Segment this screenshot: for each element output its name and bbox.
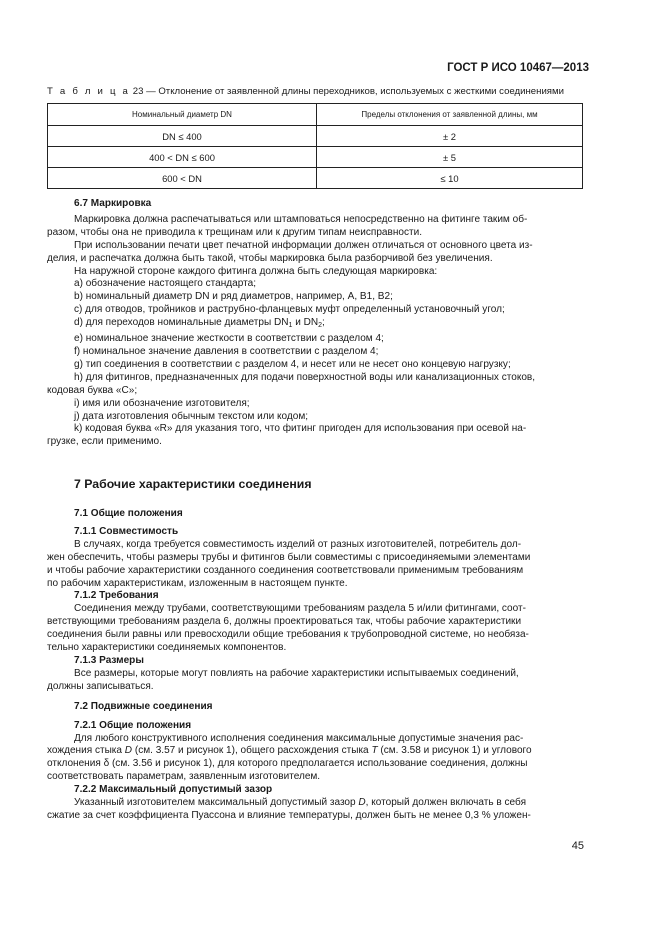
table-header-row [48, 104, 583, 126]
table-row [48, 168, 583, 189]
text-run: (см. 3.58 и рисунок 1) и углового [377, 745, 532, 757]
list-item-text: ; [322, 317, 325, 329]
subsection-heading: 7.2.1 Общие положения [74, 719, 192, 731]
list-item: b) номинальный диаметр DN и ряд диаметров, например, A, B1, B2; [74, 291, 393, 303]
page-number: 45 [571, 840, 584, 852]
list-item: j) дата изготовления обычным текстом или кодом; [74, 410, 309, 422]
paragraph-line: жен обеспечить, чтобы размеры трубы и фитингов были совместимы с присоединяемыми элементами [47, 551, 531, 563]
subsection-heading: 7.1.1 Совместимость [74, 525, 179, 537]
table-cell: ≤ 10 [317, 168, 583, 189]
subsection-heading: 7.1.3 Размеры [74, 654, 144, 666]
table-caption [47, 86, 564, 97]
paragraph-line: соединения были равны или превосходили общие требования к трубопроводной системе, но необяза- [47, 629, 529, 641]
subsection-heading: 7.1 Общие положения [74, 508, 183, 519]
subscript: 1 [288, 322, 293, 330]
table-cell: 400 < DN ≤ 600 [48, 147, 317, 168]
paragraph-line [47, 745, 583, 758]
section-heading-6-7: 6.7 Маркировка [74, 198, 152, 209]
subsection-heading: 7.2.2 Максимальный допустимый зазор [74, 784, 273, 796]
text-run: Указанный изготовителем максимальный допустимый зазор [74, 797, 359, 809]
list-item-continuation: кодовая буква «С»; [47, 384, 138, 396]
deviation-table [47, 103, 583, 189]
text-run: (см. 3.57 и рисунок 1), общего расхождения стыка [132, 745, 372, 757]
symbol-D: D [358, 797, 366, 809]
paragraph-line [74, 797, 583, 810]
list-item: i) имя или обозначение изготовителя; [74, 397, 250, 409]
symbol-D: D [124, 745, 133, 757]
paragraph-line: Маркировка должна распечатываться или штамповаться непосредственно на фитинге таким об- [74, 213, 528, 225]
table-caption-text: 23 — Отклонение от заявленной длины переходников, используемых с жесткими соединениями [132, 86, 564, 97]
paragraph-line: соответствовать параметрам, заявленным изготовителем. [47, 771, 321, 783]
section-6-7 [47, 198, 583, 449]
paragraph-line: При использовании печати цвет печатной информации должен отличаться от основного цвета из- [74, 239, 533, 251]
paragraph-line: Соединения между трубами, соответствующими требованиям раздела 5 и/или фитингами, соот- [74, 603, 526, 615]
column-header-diameter: Номинальный диаметр DN [48, 104, 317, 126]
section-heading-7: 7 Рабочие характеристики соединения [74, 477, 312, 491]
paragraph-line: отклонения δ (см. 3.56 и рисунок 1), для которого предполагается использование соединения, должны [47, 758, 528, 770]
column-header-deviation: Пределы отклонения от заявленной длины, мм [317, 104, 583, 126]
paragraph-line: тельно характеристики соединяемых компонентов. [47, 642, 287, 654]
table-cell: ± 5 [317, 147, 583, 168]
text-run: , который должен включать в себя [365, 797, 527, 809]
list-item: h) для фитингов, предназначенных для подачи поверхностной воды или канализационных стоков, [74, 371, 536, 383]
list-item [74, 317, 583, 333]
table-caption-prefix: Т а б л и ц а [47, 86, 131, 97]
list-item-text: d) для переходов номинальные диаметры DN [74, 317, 289, 329]
subscript: 2 [318, 322, 323, 330]
paragraph-line: Все размеры, которые могут повлиять на рабочие характеристики испытываемых соединений, [74, 667, 519, 679]
list-item: f) номинальное значение давления в соответствии с разделом 4; [74, 345, 379, 357]
list-item: a) обозначение настоящего стандарта; [74, 278, 256, 290]
section-7-body [47, 508, 583, 823]
list-item: e) номинальное значение жесткости в соответствии с разделом 4; [74, 333, 384, 345]
list-item-text: и DN [292, 317, 319, 329]
subsection-heading: 7.2 Подвижные соединения [74, 700, 213, 712]
list-item-continuation: грузке, если применимо. [47, 436, 162, 448]
text-run: хождения стыка [47, 745, 125, 757]
table-row [48, 126, 583, 147]
paragraph-line: На наружной стороне каждого фитинга должна быть следующая маркировка: [74, 265, 438, 277]
paragraph-line: Для любого конструктивного исполнения соединения максимальные допустимые значения рас- [74, 732, 524, 744]
paragraph-line: сжатие за счет коэффициента Пуассона и влияние температуры, должен быть не менее 0,3 % уложен- [47, 809, 531, 821]
paragraph-line: ветствующими требованиям раздела 6, должны проектироваться так, чтобы рабочие характеристики [47, 616, 522, 628]
list-item: g) тип соединения в соответствии с разделом 4, и несет или не несет оно концевую нагрузку; [74, 358, 511, 370]
table-cell: DN ≤ 400 [48, 126, 317, 147]
list-item: k) кодовая буква «R» для указания того, что фитинг пригоден для использования при осевой на- [74, 423, 527, 435]
paragraph-line: по рабочим характеристикам, изложенным в настоящем пункте. [47, 577, 348, 589]
paragraph-line: разом, чтобы она не приводила к трещинам или к другим типам неисправности. [47, 226, 423, 238]
list-item: c) для отводов, тройников и раструбно-фланцевых муфт определенный установочный угол; [74, 304, 505, 316]
paragraph-line: должны записываться. [47, 680, 154, 692]
paragraph-line: В случаях, когда требуется совместимость изделий от разных изготовителей, потребитель дол- [74, 538, 522, 550]
subsection-heading: 7.1.2 Требования [74, 590, 159, 602]
document-id-header: ГОСТ Р ИСО 10467—2013 [447, 62, 589, 74]
table-cell: 600 < DN [48, 168, 317, 189]
paragraph-line: и чтобы рабочие характеристики созданного соединения соответствовали применимым требованиям [47, 564, 524, 576]
paragraph-line: делия, и распечатка должна быть такой, чтобы маркировка была разборчивой без увеличения. [47, 252, 493, 264]
table-cell: ± 2 [317, 126, 583, 147]
table-row [48, 147, 583, 168]
symbol-T: T [371, 745, 378, 757]
